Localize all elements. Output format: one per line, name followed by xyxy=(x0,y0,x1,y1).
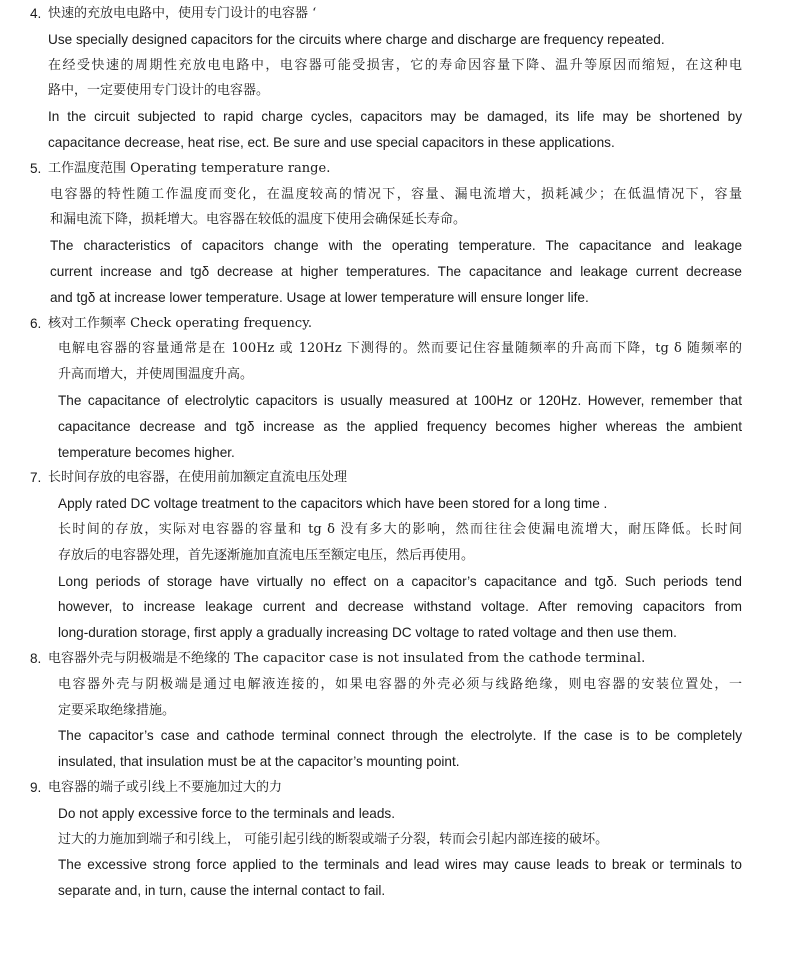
item-heading: 核对工作频率 Check operating frequency. xyxy=(48,315,312,331)
chinese-paragraph-line: 定要采取绝缘措施。 xyxy=(58,702,176,718)
item-heading: 电容器外壳与阴极端是不绝缘的 The capacitor case is not insulated from the cathode terminal. xyxy=(48,651,646,666)
chinese-paragraph-line: 升高而增大，并使周围温度升高。 xyxy=(58,367,254,383)
english-paragraph-line: separate and, in turn, cause the internal contact to fail. xyxy=(58,883,386,899)
english-paragraph-line: long-duration storage, first apply a gradually increasing DC voltage to rated voltage and then use them. xyxy=(58,625,677,641)
english-paragraph-line: capacitance decrease, heat rise, ect. Be sure and use special capacitors in these applications. xyxy=(48,135,615,150)
item-number: 8. xyxy=(30,651,42,666)
english-paragraph-line: and tgδ at increase lower temperature. Usage at lower temperature will ensure longer life. xyxy=(50,289,589,305)
item-number: 7. xyxy=(30,470,42,486)
english-paragraph-line: Use specially designed capacitors for the circuits where charge and discharge are frequency repeated. xyxy=(48,31,665,47)
english-paragraph-line: The capacitor’s case and cathode terminal connect through the electrolyte. If the case is to be completely xyxy=(58,728,742,744)
english-paragraph-line: Do not apply excessive force to the terminals and leads. xyxy=(58,805,396,821)
english-paragraph-line: Apply rated DC voltage treatment to the capacitors which have been stored for a long time . xyxy=(58,496,608,512)
chinese-paragraph-line: 电解电容器的容量通常是在 100Hz 或 120Hz 下测得的。然而要记住容量随频率的升高而下降，tg δ 随频率的 xyxy=(58,341,742,357)
item-heading: 电容器的端子或引线上不要施加过大的力 xyxy=(48,780,283,795)
chinese-paragraph-line: 长时间的存放，实际对电容器的容量和 tg δ 没有多大的影响，然而往往会使漏电流增大，耐压降低。长时间 xyxy=(58,522,742,537)
english-paragraph-line: In the circuit subjected to rapid charge cycles, capacitors may be damaged, its life may be shortened by xyxy=(48,109,742,125)
item-heading: 工作温度范围 Operating temperature range. xyxy=(48,160,331,176)
english-paragraph-line: temperature becomes higher. xyxy=(58,444,235,460)
item-number: 6. xyxy=(30,315,42,331)
chinese-paragraph-line: 存放后的电容器处理，首先逐渐施加直流电压至额定电压，然后再使用。 xyxy=(58,547,475,563)
chinese-paragraph-line: 路中，一定要使用专门设计的电容器。 xyxy=(48,83,270,99)
english-paragraph-line: Long periods of storage have virtually no effect on a capacitor’s capacitance and tgδ. Such periods tend xyxy=(58,573,742,589)
english-paragraph-line: The excessive strong force applied to the terminals and lead wires may cause leads to break or terminals to xyxy=(58,857,742,873)
english-paragraph-line: current increase and tgδ decrease at higher temperatures. The capacitance and leakage current decrease xyxy=(50,264,742,279)
chinese-paragraph-line: 电容器的特性随工作温度而变化，在温度较高的情况下，容量、漏电流增大，损耗减少；在低温情况下，容量 xyxy=(50,186,742,202)
item-number: 4. xyxy=(30,6,42,21)
chinese-paragraph-line: 过大的力施加到端子和引线上， 可能引起引线的断裂或端子分裂，转而会引起内部连接的破坏。 xyxy=(58,831,609,847)
item-heading: 快速的充放电电路中，使用专门设计的电容器 ‘ xyxy=(48,6,317,21)
english-paragraph-line: The characteristics of capacitors change with the operating temperature. The capacitance and leakage xyxy=(50,238,742,254)
chinese-paragraph-line: 电容器外壳与阴极端是通过电解液连接的，如果电容器的外壳必须与线路绝缘，则电容器的安装位置处，一 xyxy=(58,676,742,692)
chinese-paragraph-line: 和漏电流下降，损耗增大。电容器在较低的温度下使用会确保延长寿命。 xyxy=(50,212,467,228)
chinese-paragraph-line: 在经受快速的周期性充放电电路中，电容器可能受损害，它的寿命因容量下降、温升等原因而缩短，在这种电 xyxy=(48,57,742,73)
english-paragraph-line: insulated, that insulation must be at the capacitor’s mounting point. xyxy=(58,754,460,770)
english-paragraph-line: The capacitance of electrolytic capacitors is usually measured at 100Hz or 120Hz. However, remember that xyxy=(58,393,742,408)
item-number: 5. xyxy=(30,160,42,176)
item-number: 9. xyxy=(30,780,42,795)
english-paragraph-line: capacitance decrease and tgδ increase as the applied frequency becomes higher whereas the ambient xyxy=(58,418,742,434)
item-heading: 长时间存放的电容器，在使用前加额定直流电压处理 xyxy=(48,470,348,486)
english-paragraph-line: however, to increase leakage current and decrease withstand voltage. After removing capacitors from xyxy=(58,599,742,615)
